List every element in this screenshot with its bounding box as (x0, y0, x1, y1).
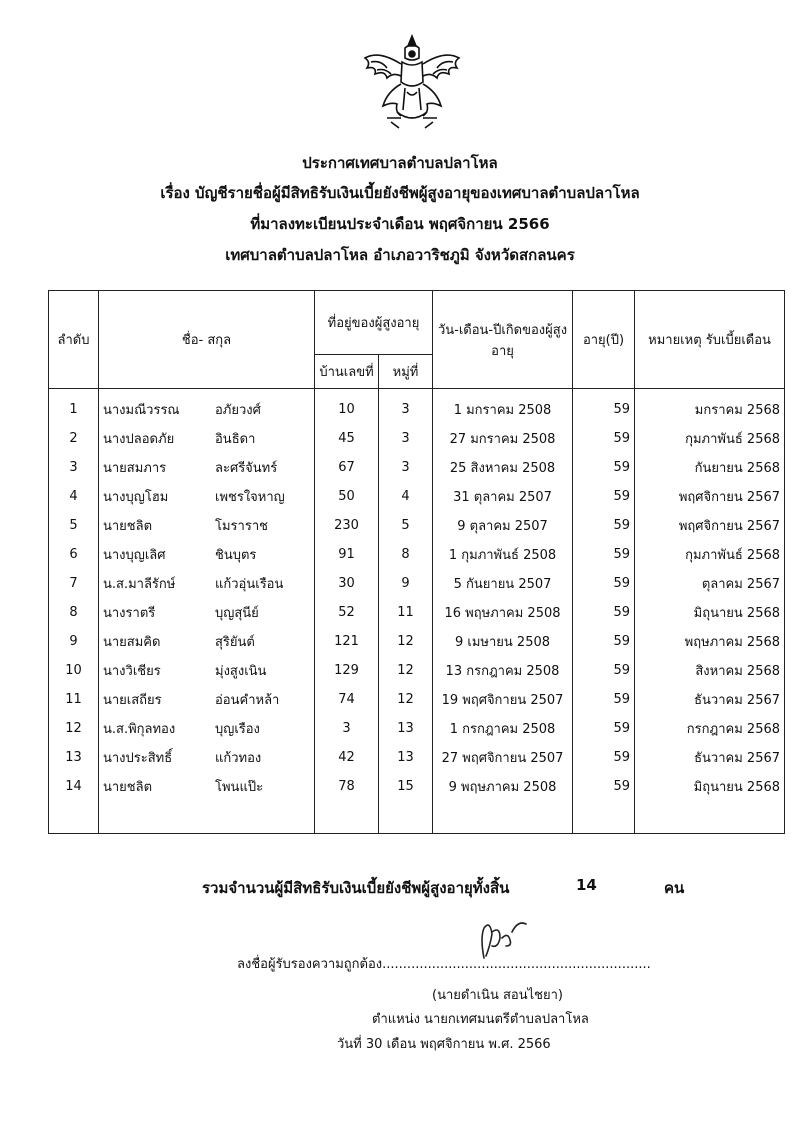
table-row (49, 743, 785, 772)
row-birth-date: 31 ตุลาคม 2507 (433, 482, 573, 511)
row-birth-date: 1 มกราคม 2508 (433, 389, 573, 425)
row-first-name: นางราตรี (103, 606, 156, 621)
row-name (99, 482, 315, 511)
table-row (49, 772, 785, 801)
row-name (99, 424, 315, 453)
row-birth-date: 13 กรกฎาคม 2508 (433, 656, 573, 685)
row-number: 14 (49, 772, 99, 801)
total-unit: คน (664, 879, 685, 897)
row-allowance-month: มกราคม 2568 (635, 389, 785, 425)
row-house-number: 74 (315, 685, 379, 714)
row-age: 59 (573, 540, 635, 569)
total-label: รวมจำนวนผู้มีสิทธิรับเงินเบี้ยยังชีพผู้สูงอายุทั้งสิ้น (202, 879, 510, 897)
row-first-name: น.ส.มาลีรักษ์ (103, 577, 176, 592)
row-number: 6 (49, 540, 99, 569)
row-moo: 4 (379, 482, 433, 511)
row-birth-date: 1 กรกฎาคม 2508 (433, 714, 573, 743)
row-last-name: แก้วทอง (215, 751, 262, 766)
row-first-name: นางบุญโฮม (103, 490, 169, 505)
row-last-name: อินธิดา (215, 432, 256, 447)
row-age: 59 (573, 627, 635, 656)
col-header-name: ชื่อ- สกุล (99, 291, 315, 389)
row-house-number: 129 (315, 656, 379, 685)
row-allowance-month: พฤศจิกายน 2567 (635, 482, 785, 511)
row-age: 59 (573, 598, 635, 627)
row-last-name: บุญเรือง (215, 722, 260, 737)
table-row (49, 598, 785, 627)
row-name (99, 598, 315, 627)
table-row (49, 714, 785, 743)
registration-period: ที่มาลงทะเบียนประจำเดือน พฤศจิกายน 2566 (250, 215, 550, 233)
row-house-number: 52 (315, 598, 379, 627)
row-birth-date: 9 ตุลาคม 2507 (433, 511, 573, 540)
row-birth-date: 16 พฤษภาคม 2508 (433, 598, 573, 627)
row-name (99, 743, 315, 772)
row-last-name: อ่อนคำหล้า (215, 693, 280, 708)
row-number: 8 (49, 598, 99, 627)
row-moo: 12 (379, 627, 433, 656)
table-row (49, 511, 785, 540)
table-body (49, 389, 785, 834)
row-number: 3 (49, 453, 99, 482)
row-moo: 13 (379, 743, 433, 772)
row-last-name: โมราราช (215, 519, 268, 534)
row-allowance-month: ธันวาคม 2567 (635, 743, 785, 772)
row-number: 11 (49, 685, 99, 714)
row-number: 4 (49, 482, 99, 511)
row-last-name: เพชรใจหาญ (215, 490, 285, 505)
row-moo: 3 (379, 453, 433, 482)
row-house-number: 91 (315, 540, 379, 569)
row-moo: 11 (379, 598, 433, 627)
row-last-name: อภัยวงศ์ (215, 403, 261, 418)
row-first-name: นางปลอดภัย (103, 432, 175, 447)
row-number: 12 (49, 714, 99, 743)
row-birth-date: 19 พฤศจิกายน 2507 (433, 685, 573, 714)
row-age: 59 (573, 656, 635, 685)
row-age: 59 (573, 511, 635, 540)
row-allowance-month: มิถุนายน 2568 (635, 598, 785, 627)
table-row (49, 685, 785, 714)
row-allowance-month: ตุลาคม 2567 (635, 569, 785, 598)
row-name (99, 511, 315, 540)
row-allowance-month: สิงหาคม 2568 (635, 656, 785, 685)
row-allowance-month: กุมภาพันธ์ 2568 (635, 424, 785, 453)
row-age: 59 (573, 772, 635, 801)
row-birth-date: 1 กุมภาพันธ์ 2508 (433, 540, 573, 569)
row-last-name: ละศรีจันทร์ (215, 461, 278, 476)
row-name (99, 540, 315, 569)
row-allowance-month: กุมภาพันธ์ 2568 (635, 540, 785, 569)
row-age: 59 (573, 482, 635, 511)
row-birth-date: 5 กันยายน 2507 (433, 569, 573, 598)
table-row (49, 424, 785, 453)
row-birth-date: 9 เมษายน 2508 (433, 627, 573, 656)
row-first-name: นางประสิทธิ์ (103, 751, 173, 766)
col-header-moo: หมู่ที่ (379, 355, 433, 389)
row-moo: 3 (379, 424, 433, 453)
row-number: 2 (49, 424, 99, 453)
row-allowance-month: พฤษภาคม 2568 (635, 627, 785, 656)
row-moo: 13 (379, 714, 433, 743)
row-first-name: นายเสถียร (103, 693, 162, 708)
row-allowance-month: พฤศจิกายน 2567 (635, 511, 785, 540)
row-name (99, 627, 315, 656)
row-number: 13 (49, 743, 99, 772)
col-header-house: บ้านเลขที่ (315, 355, 379, 389)
row-number: 9 (49, 627, 99, 656)
row-house-number: 45 (315, 424, 379, 453)
announcement-subject: เรื่อง บัญชีรายชื่อผู้มีสิทธิรับเงินเบี้ยยังชีพผู้สูงอายุของเทศบาลตำบลปลาโหล (160, 184, 640, 202)
row-age: 59 (573, 389, 635, 425)
table-row (49, 627, 785, 656)
row-number: 10 (49, 656, 99, 685)
row-name (99, 569, 315, 598)
row-age: 59 (573, 424, 635, 453)
col-header-address: ที่อยู่ของผู้สูงอายุ (315, 291, 433, 355)
row-name (99, 453, 315, 482)
row-moo: 15 (379, 772, 433, 801)
announcement-title: ประกาศเทศบาลตำบลปลาโหล (302, 154, 498, 172)
row-house-number: 230 (315, 511, 379, 540)
row-moo: 9 (379, 569, 433, 598)
col-header-age: อายุ(ปี) (573, 291, 635, 389)
table-row (49, 569, 785, 598)
row-birth-date: 27 พฤศจิกายน 2507 (433, 743, 573, 772)
row-moo: 12 (379, 685, 433, 714)
row-birth-date: 27 มกราคม 2508 (433, 424, 573, 453)
row-allowance-month: กันยายน 2568 (635, 453, 785, 482)
table-row (49, 656, 785, 685)
row-number: 1 (49, 389, 99, 425)
row-first-name: น.ส.พิกุลทอง (103, 722, 176, 737)
row-last-name: สุริยันต์ (215, 635, 255, 650)
col-header-no: ลำดับ (49, 291, 99, 389)
row-last-name: มุ่งสูงเนิน (215, 664, 267, 679)
total-count: 14 (576, 876, 597, 894)
row-house-number: 10 (315, 389, 379, 425)
row-age: 59 (573, 453, 635, 482)
col-header-note: หมายเหตุ รับเบี้ยเดือน (635, 291, 785, 389)
certifier-position: ตำแหน่ง นายกเทศมนตรีตำบลปลาโหล (372, 1012, 589, 1027)
row-moo: 5 (379, 511, 433, 540)
row-age: 59 (573, 714, 635, 743)
row-age: 59 (573, 685, 635, 714)
certification-date: วันที่ 30 เดือน พฤศจิกายน พ.ศ. 2566 (337, 1037, 551, 1052)
row-first-name: นายสมคิด (103, 635, 161, 650)
table-row (49, 389, 785, 425)
row-house-number: 78 (315, 772, 379, 801)
row-name (99, 714, 315, 743)
row-name (99, 685, 315, 714)
row-number: 7 (49, 569, 99, 598)
row-house-number: 50 (315, 482, 379, 511)
row-last-name: ชินบุตร (215, 548, 257, 563)
row-first-name: นางมณีวรรณ (103, 403, 180, 418)
row-house-number: 67 (315, 453, 379, 482)
table-blank-row (49, 801, 785, 834)
elderly-allowance-table (48, 290, 785, 834)
col-header-dob: วัน-เดือน-ปีเกิดของผู้สูงอายุ (433, 291, 573, 389)
row-moo: 12 (379, 656, 433, 685)
table-row (49, 540, 785, 569)
municipality-location: เทศบาลตำบลปลาโหล อำเภอวาริชภูมิ จังหวัดสกลนคร (225, 246, 575, 264)
certifier-line: ลงชื่อผู้รับรองความถูกต้อง................................................................. (237, 957, 651, 972)
certifier-name: (นายดำเนิน สอนไชยา) (432, 988, 563, 1003)
row-house-number: 121 (315, 627, 379, 656)
row-name (99, 656, 315, 685)
table-row (49, 482, 785, 511)
row-moo: 8 (379, 540, 433, 569)
table-row (49, 453, 785, 482)
row-last-name: บุญสุนีย์ (215, 606, 259, 621)
row-last-name: แก้วอุ่นเรือน (215, 577, 284, 592)
row-age: 59 (573, 743, 635, 772)
garuda-emblem (357, 32, 467, 132)
row-allowance-month: มิถุนายน 2568 (635, 772, 785, 801)
row-first-name: นายสมภาร (103, 461, 167, 476)
row-birth-date: 25 สิงหาคม 2508 (433, 453, 573, 482)
row-first-name: นางบุญเลิศ (103, 548, 166, 563)
row-first-name: นายชลิต (103, 519, 153, 534)
row-moo: 3 (379, 389, 433, 425)
row-last-name: โพนแป๊ะ (215, 780, 264, 795)
row-allowance-month: ธันวาคม 2567 (635, 685, 785, 714)
row-name (99, 772, 315, 801)
row-name (99, 389, 315, 425)
row-age: 59 (573, 569, 635, 598)
row-first-name: นางวิเชียร (103, 664, 161, 679)
row-birth-date: 9 พฤษภาคม 2508 (433, 772, 573, 801)
row-house-number: 30 (315, 569, 379, 598)
row-allowance-month: กรกฎาคม 2568 (635, 714, 785, 743)
row-house-number: 42 (315, 743, 379, 772)
row-first-name: นายชลิต (103, 780, 153, 795)
row-number: 5 (49, 511, 99, 540)
row-house-number: 3 (315, 714, 379, 743)
